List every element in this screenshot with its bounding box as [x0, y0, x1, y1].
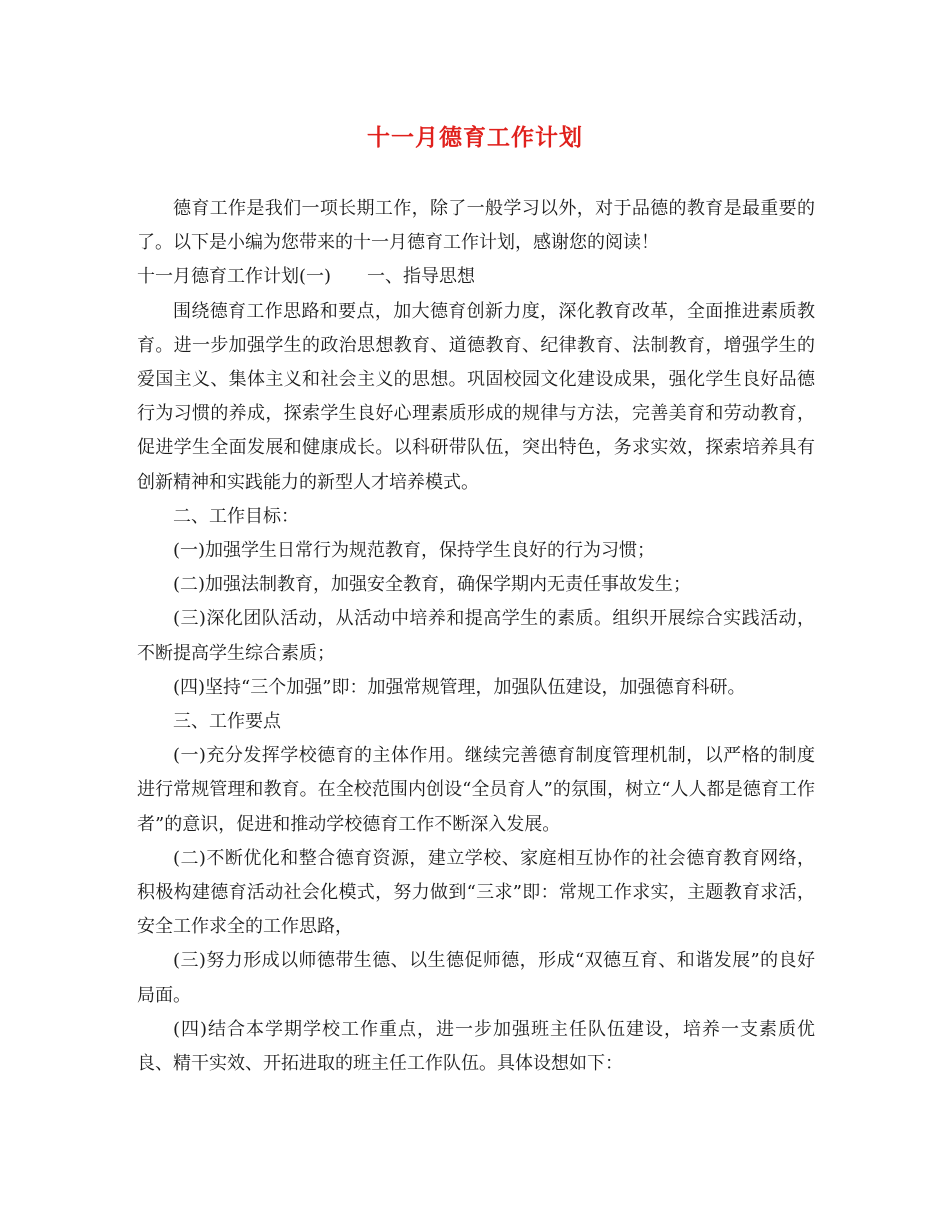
goal-item-3: (三)深化团队活动，从活动中培养和提高学生的素质。组织开展综合实践活动，不断提高学生综合素质；: [137, 608, 815, 664]
goal-item-4: (四)坚持“三个加强”即：加强常规管理，加强队伍建设，加强德育科研。: [173, 676, 746, 698]
work-point-2: (二)不断优化和整合德育资源，建立学校、家庭相互协作的社会德育教育网络，积极构建德育活动社会化模式，努力做到“三求”即：常规工作求实，主题教育求活，安全工作求全的工作思路，: [137, 847, 815, 938]
document-body: [137, 192, 815, 1081]
plan-one-heading: 十一月德育工作计划(一) 一、指导思想: [137, 266, 476, 288]
work-point-3: (三)努力形成以师德带生德、以生德促师德，形成“双德互育、和谐发展”的良好局面。: [137, 950, 815, 1006]
work-point-1: (一)充分发挥学校德育的主体作用。继续完善德育制度管理机制，以严格的制度进行常规管理和教育。在全校范围内创设“全员育人”的氛围，树立“人人都是德育工作者”的意识，促进和推动学校德育工作不断深入发展。: [137, 745, 815, 835]
goal-item-1: (一)加强学生日常行为规范教育，保持学生良好的行为习惯；: [173, 540, 656, 562]
guiding-ideology-paragraph: 围绕德育工作思路和要点，加大德育创新力度，深化教育改革，全面推进素质教育。进一步加强学生的政治思想教育、道德教育、纪律教育、法制教育，增强学生的爱国主义、集体主义和社会主义的思想。巩固校园文化建设成果，强化学生良好品德行为习惯的养成，探索学生良好心理素质形成的规律与方法，完善美育和劳动教育，促进学生全面发展和健康成长。以科研带队伍，突出特色，务求实效，探索培养具有创新精神和实践能力的新型人才培养模式。: [137, 300, 815, 493]
work-goals-heading: 二、工作目标：: [173, 505, 299, 527]
work-points-heading: 三、工作要点: [173, 711, 281, 733]
goal-item-2: (二)加强法制教育，加强安全教育，确保学期内无责任事故发生；: [173, 574, 692, 596]
intro-paragraph: 德育工作是我们一项长期工作，除了一般学习以外，对于品德的教育是最重要的了。以下是小编为您带来的十一月德育工作计划，感谢您的阅读！: [137, 198, 815, 254]
work-point-4: (四)结合本学期学校工作重点，进一步加强班主任队伍建设，培养一支素质优良、精干实效、开拓进取的班主任工作队伍。具体设想如下：: [137, 1018, 815, 1075]
document-title: 十一月德育工作计划: [367, 124, 583, 151]
